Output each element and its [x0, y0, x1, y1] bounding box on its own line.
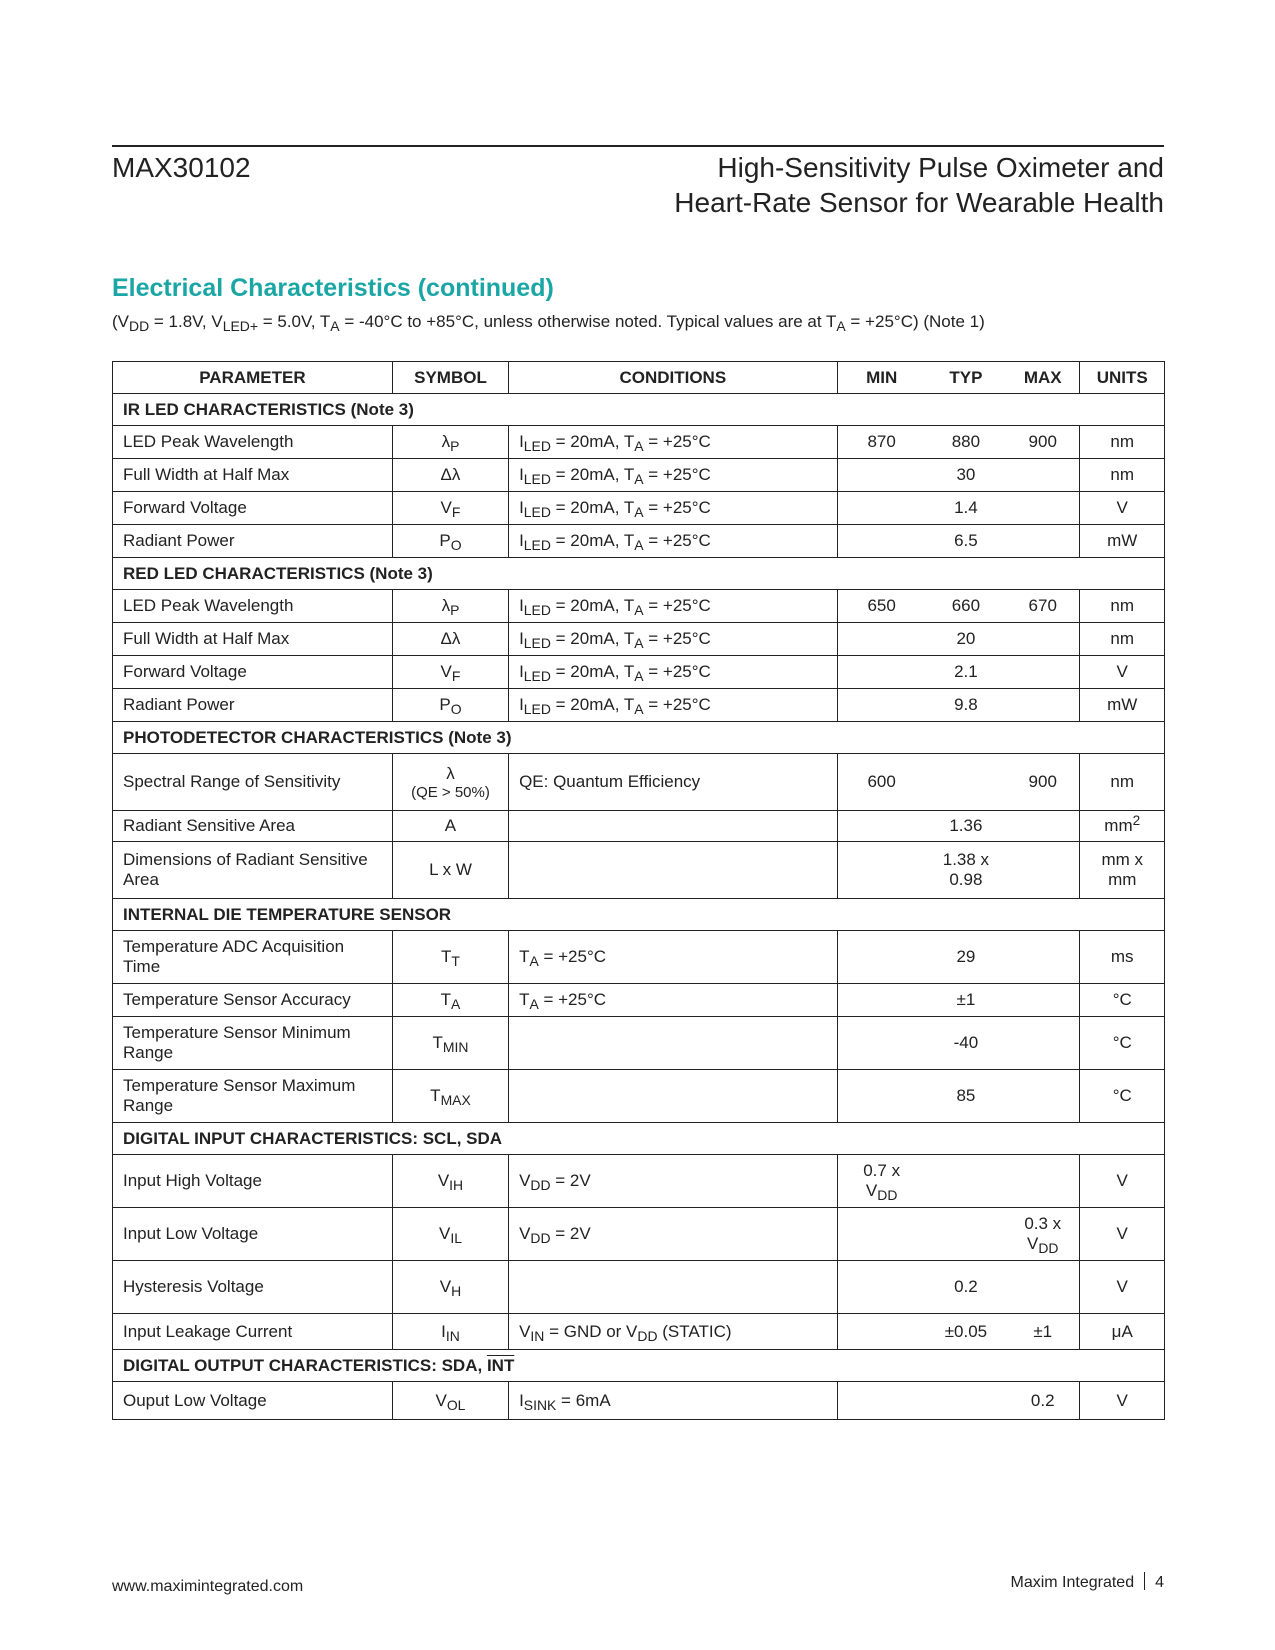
condition-cell: $I_{LED} = 20mA$, $T_A = +25^\circ C$ — [509, 426, 837, 459]
unit-cell: mm x mm — [1080, 842, 1165, 899]
max-cell — [1006, 656, 1080, 689]
typ-cell: 29 — [926, 931, 1006, 984]
condition-cell — [509, 1070, 837, 1123]
table-row — [113, 984, 1165, 1017]
symbol-cell: A — [392, 811, 508, 842]
param-cell: Radiant Power — [113, 689, 393, 722]
typ-cell — [926, 1208, 1006, 1261]
table-row — [113, 459, 1165, 492]
unit-cell: nm — [1080, 623, 1165, 656]
typ-cell: 85 — [926, 1070, 1006, 1123]
table-row — [113, 1070, 1165, 1123]
condition-cell — [509, 1017, 837, 1070]
condition-cell — [509, 1261, 837, 1314]
min-cell — [837, 931, 926, 984]
param-cell: Spectral Range of Sensitivity — [113, 754, 393, 811]
symbol-cell: $\lambda_P$ — [392, 426, 508, 459]
symbol-cell: $P_O$ — [392, 525, 508, 558]
param-cell: Input High Voltage — [113, 1155, 393, 1208]
table-row — [113, 689, 1165, 722]
min-cell — [837, 459, 926, 492]
condition-cell: $V_{IN}$ = GND or $V_{DD}$ (STATIC) — [509, 1314, 837, 1350]
page-number: 4 — [1155, 1574, 1164, 1591]
max-cell — [1006, 492, 1080, 525]
unit-cell: V — [1080, 656, 1165, 689]
table-row — [113, 525, 1165, 558]
symbol-cell: $P_O$ — [392, 689, 508, 722]
condition-cell — [509, 811, 837, 842]
footer-company: Maxim Integrated — [1010, 1574, 1135, 1591]
typ-cell: ±1 — [926, 984, 1006, 1017]
condition-cell: $V_{DD} = 2V$ — [509, 1155, 837, 1208]
document-title — [674, 150, 1164, 220]
typ-cell: 660 — [926, 590, 1006, 623]
col-header-units: UNITS — [1080, 362, 1165, 394]
footer-website-link[interactable]: www.maximintegrated.com — [112, 1578, 304, 1595]
table-row — [113, 1155, 1165, 1208]
symbol-cell: $T_A$ — [392, 984, 508, 1017]
section-heading: PHOTODETECTOR CHARACTERISTICS (Note 3) — [113, 722, 1165, 754]
col-header-conditions: CONDITIONS — [509, 362, 837, 394]
col-header-min: MIN — [837, 362, 926, 394]
typ-cell: 6.5 — [926, 525, 1006, 558]
typ-cell — [926, 1155, 1006, 1208]
section-heading: IR LED CHARACTERISTICS (Note 3) — [113, 394, 1165, 426]
condition-cell: $I_{LED} = 20mA$, $T_A = +25^\circ C$ — [509, 623, 837, 656]
unit-cell: V — [1080, 1208, 1165, 1261]
param-cell: LED Peak Wavelength — [113, 590, 393, 623]
symbol-cell: $V_F$ — [392, 492, 508, 525]
section-row-digital-output — [113, 1350, 1165, 1382]
unit-cell: V — [1080, 492, 1165, 525]
max-cell — [1006, 459, 1080, 492]
max-cell — [1006, 623, 1080, 656]
table-row — [113, 426, 1165, 459]
typ-cell — [926, 1382, 1006, 1420]
unit-cell: mW — [1080, 525, 1165, 558]
typ-cell: 9.8 — [926, 689, 1006, 722]
param-cell: Temperature ADC Acquisition Time — [113, 931, 393, 984]
param-cell: Full Width at Half Max — [113, 623, 393, 656]
unit-cell: V — [1080, 1155, 1165, 1208]
section-row-digital-input — [113, 1123, 1165, 1155]
min-cell: 600 — [837, 754, 926, 811]
typ-cell: 20 — [926, 623, 1006, 656]
max-cell: 900 — [1006, 426, 1080, 459]
unit-cell: ms — [1080, 931, 1165, 984]
part-number: MAX30102 — [112, 152, 251, 183]
symbol-cell: $V_H$ — [392, 1261, 508, 1314]
min-cell — [837, 842, 926, 899]
param-cell: Forward Voltage — [113, 656, 393, 689]
min-cell — [837, 1070, 926, 1123]
min-cell: 870 — [837, 426, 926, 459]
unit-cell: μA — [1080, 1314, 1165, 1350]
unit-cell: °C — [1080, 984, 1165, 1017]
unit-cell: V — [1080, 1261, 1165, 1314]
max-cell — [1006, 1261, 1080, 1314]
max-cell — [1006, 525, 1080, 558]
condition-cell: $I_{LED} = 20mA$, $T_A = +25^\circ C$ — [509, 492, 837, 525]
global-conditions: ($V_{DD} = 1.8V$, $V_{LED+} = 5.0V$, $T_A = -40^\circ C$ to +85°C, unless otherwise noted. Typical values are at $T_A = +25^\circ C$) (Note 1) — [112, 312, 985, 334]
condition-cell: $I_{SINK} = 6mA$ — [509, 1382, 837, 1420]
int-pin-label: $\overline{INT}$ — [486, 1355, 515, 1375]
symbol-cell: Δλ — [392, 459, 508, 492]
table-row — [113, 492, 1165, 525]
section-heading: RED LED CHARACTERISTICS (Note 3) — [113, 558, 1165, 590]
max-cell — [1006, 931, 1080, 984]
param-cell: Ouput Low Voltage — [113, 1382, 393, 1420]
typ-cell: 1.36 — [926, 811, 1006, 842]
symbol-cell: $V_{IH}$ — [392, 1155, 508, 1208]
typ-cell: ±0.05 — [926, 1314, 1006, 1350]
table-row — [113, 1314, 1165, 1350]
condition-cell: $V_{DD} = 2V$ — [509, 1208, 837, 1261]
param-cell: Forward Voltage — [113, 492, 393, 525]
param-cell: Temperature Sensor Maximum Range — [113, 1070, 393, 1123]
symbol-cell: $\lambda_P$ — [392, 590, 508, 623]
symbol-cell: L x W — [392, 842, 508, 899]
min-cell — [837, 1314, 926, 1350]
typ-cell: 1.38 x 0.98 — [926, 842, 1006, 899]
param-cell: Input Low Voltage — [113, 1208, 393, 1261]
min-cell — [837, 525, 926, 558]
section-heading: DIGITAL OUTPUT CHARACTERISTICS: SDA, $\overline{INT}$ — [113, 1350, 1165, 1382]
table-row — [113, 754, 1165, 811]
table-header-row — [113, 362, 1165, 394]
typ-cell: 1.4 — [926, 492, 1006, 525]
condition-cell: $I_{LED} = 20mA$, $T_A = +25^\circ C$ — [509, 459, 837, 492]
min-cell — [837, 1261, 926, 1314]
unit-cell: nm — [1080, 426, 1165, 459]
table-row — [113, 842, 1165, 899]
table-row — [113, 590, 1165, 623]
param-cell: Temperature Sensor Minimum Range — [113, 1017, 393, 1070]
col-header-max: MAX — [1006, 362, 1080, 394]
condition-cell: $I_{LED} = 20mA$, $T_A = +25^\circ C$ — [509, 689, 837, 722]
header-rule — [112, 145, 1164, 147]
unit-cell: mW — [1080, 689, 1165, 722]
table-row — [113, 1261, 1165, 1314]
unit-cell: V — [1080, 1382, 1165, 1420]
min-cell — [837, 1208, 926, 1261]
unit-cell: nm — [1080, 459, 1165, 492]
min-cell — [837, 984, 926, 1017]
min-cell — [837, 1017, 926, 1070]
unit-cell: $mm^2$ — [1080, 811, 1165, 842]
unit-cell: nm — [1080, 754, 1165, 811]
col-header-parameter: PARAMETER — [113, 362, 393, 394]
param-cell: LED Peak Wavelength — [113, 426, 393, 459]
table-row — [113, 1382, 1165, 1420]
footer-company-page — [1010, 1572, 1164, 1592]
unit-cell: °C — [1080, 1017, 1165, 1070]
max-cell: 900 — [1006, 754, 1080, 811]
max-cell: 0.3 x $V_{DD}$ — [1006, 1208, 1080, 1261]
max-cell — [1006, 689, 1080, 722]
symbol-cell: $T_{MIN}$ — [392, 1017, 508, 1070]
typ-cell: -40 — [926, 1017, 1006, 1070]
max-cell — [1006, 1017, 1080, 1070]
unit-cell: °C — [1080, 1070, 1165, 1123]
max-cell — [1006, 842, 1080, 899]
param-cell: Input Leakage Current — [113, 1314, 393, 1350]
section-row-red-led — [113, 558, 1165, 590]
min-cell — [837, 811, 926, 842]
max-cell — [1006, 1070, 1080, 1123]
min-cell: 650 — [837, 590, 926, 623]
symbol-cell: Δλ — [392, 623, 508, 656]
section-row-temperature — [113, 899, 1165, 931]
unit-cell: nm — [1080, 590, 1165, 623]
table-row — [113, 811, 1165, 842]
typ-cell: 0.2 — [926, 1261, 1006, 1314]
typ-cell — [926, 754, 1006, 811]
condition-cell — [509, 842, 837, 899]
condition-cell: $I_{LED} = 20mA$, $T_A = +25^\circ C$ — [509, 525, 837, 558]
min-cell — [837, 492, 926, 525]
table-row — [113, 623, 1165, 656]
typ-cell: 880 — [926, 426, 1006, 459]
section-title: Electrical Characteristics (continued) — [112, 274, 554, 302]
document-title-line-1: High-Sensitivity Pulse Oximeter and — [717, 152, 1164, 183]
condition-cell: $T_A = +25^\circ C$ — [509, 984, 837, 1017]
col-header-symbol: SYMBOL — [392, 362, 508, 394]
param-cell: Dimensions of Radiant Sensitive Area — [113, 842, 393, 899]
param-cell: Full Width at Half Max — [113, 459, 393, 492]
param-cell: Temperature Sensor Accuracy — [113, 984, 393, 1017]
param-cell: Radiant Power — [113, 525, 393, 558]
table-row — [113, 1208, 1165, 1261]
table-row — [113, 931, 1165, 984]
max-cell: 0.2 — [1006, 1382, 1080, 1420]
condition-cell: $I_{LED} = 20mA$, $T_A = +25^\circ C$ — [509, 656, 837, 689]
section-row-photodetector — [113, 722, 1165, 754]
symbol-cell: $V_F$ — [392, 656, 508, 689]
param-cell: Radiant Sensitive Area — [113, 811, 393, 842]
section-heading: INTERNAL DIE TEMPERATURE SENSOR — [113, 899, 1165, 931]
max-cell — [1006, 811, 1080, 842]
condition-cell: QE: Quantum Efficiency — [509, 754, 837, 811]
max-cell — [1006, 984, 1080, 1017]
footer-divider — [1144, 1572, 1145, 1590]
min-cell — [837, 656, 926, 689]
typ-cell: 30 — [926, 459, 1006, 492]
symbol-cell: $V_{OL}$ — [392, 1382, 508, 1420]
col-header-typ: TYP — [926, 362, 1006, 394]
condition-cell: $I_{LED} = 20mA$, $T_A = +25^\circ C$ — [509, 590, 837, 623]
min-cell: 0.7 x $V_{DD}$ — [837, 1155, 926, 1208]
section-row-ir-led — [113, 394, 1165, 426]
symbol-cell: $T_T$ — [392, 931, 508, 984]
symbol-cell: $I_{IN}$ — [392, 1314, 508, 1350]
symbol-cell: λ (QE > 50%) — [392, 754, 508, 811]
param-cell: Hysteresis Voltage — [113, 1261, 393, 1314]
min-cell — [837, 689, 926, 722]
symbol-cell: $T_{MAX}$ — [392, 1070, 508, 1123]
max-cell: 670 — [1006, 590, 1080, 623]
table-row — [113, 1017, 1165, 1070]
max-cell — [1006, 1155, 1080, 1208]
document-title-line-2: Heart-Rate Sensor for Wearable Health — [674, 187, 1164, 218]
electrical-characteristics-table — [112, 361, 1165, 1420]
min-cell — [837, 623, 926, 656]
condition-cell: $T_A = +25^\circ C$ — [509, 931, 837, 984]
typ-cell: 2.1 — [926, 656, 1006, 689]
max-cell: ±1 — [1006, 1314, 1080, 1350]
table-row — [113, 656, 1165, 689]
min-cell — [837, 1382, 926, 1420]
section-heading: DIGITAL INPUT CHARACTERISTICS: SCL, SDA — [113, 1123, 1165, 1155]
symbol-cell: $V_{IL}$ — [392, 1208, 508, 1261]
